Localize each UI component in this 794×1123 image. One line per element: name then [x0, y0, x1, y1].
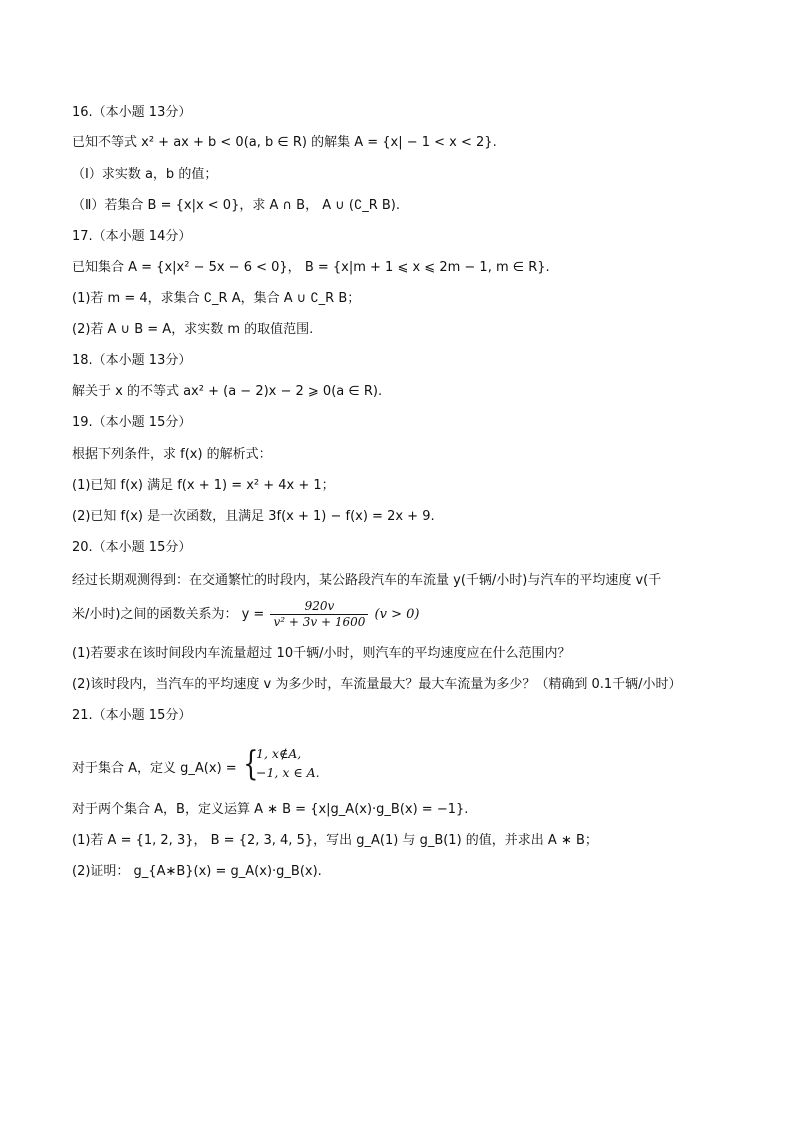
problem-20-stem-line-2 — [72, 598, 419, 632]
problem-19-part-1: (1)已知 f(x) 满足 f(x + 1) = x² + 4x + 1； — [72, 478, 335, 493]
problem-16-header: 16.（本小题 13分） — [72, 105, 192, 120]
problem-20-fraction — [270, 599, 368, 630]
problem-16-part-1: （Ⅰ）求实数 a，b 的值； — [72, 167, 218, 182]
problem-21-header: 21.（本小题 15分） — [72, 708, 192, 723]
fraction-numerator: 920v — [270, 599, 368, 615]
problem-19-part-2: (2)已知 f(x) 是一次函数，且满足 3f(x + 1) − f(x) = 2x + 9. — [72, 509, 435, 524]
problem-16-part-2: （Ⅱ）若集合 B = {x|x < 0}，求 A ∩ B， A ∪ (∁_R B). — [72, 198, 401, 213]
problem-17-part-1: (1)若 m = 4，求集合 ∁_R A，集合 A ∪ ∁_R B； — [72, 291, 361, 306]
problem-20-formula-prefix: 米/小时)之间的函数关系为： y = — [72, 607, 265, 622]
problem-18-stem: 解关于 x 的不等式 ax² + (a − 2)x − 2 ⩾ 0(a ∈ R). — [72, 384, 383, 399]
problem-17-header: 17.（本小题 14分） — [72, 229, 192, 244]
problem-16-stem: 已知不等式 x² + ax + b < 0(a, b ∈ R) 的解集 A = {x| − 1 < x < 2}. — [72, 135, 497, 150]
problem-20-part-1: (1)若要求在该时间段内车流量超过 10千辆/小时，则汽车的平均速度应在什么范围内？ — [72, 646, 571, 661]
problem-17-stem: 已知集合 A = {x|x² − 5x − 6 < 0}， B = {x|m + 1 ⩽ x ⩽ 2m − 1, m ∈ R}. — [72, 260, 550, 275]
case-1: 1, x∉A, — [256, 746, 302, 761]
case-2: −1, x ∈ A. — [256, 765, 320, 780]
definition-lead: 对于集合 A，定义 g_A(x) = — [72, 761, 237, 776]
fraction-denominator: v² + 3v + 1600 — [273, 615, 366, 629]
problem-19-header: 19.（本小题 15分） — [72, 415, 192, 430]
problem-21-part-2: (2)证明： g_{A∗B}(x) = g_A(x)·g_B(x). — [72, 864, 322, 879]
problem-20-header: 20.（本小题 15分） — [72, 540, 192, 555]
problem-20-part-2: (2)该时段内，当汽车的平均速度 v 为多少时，车流量最大？最大车流量为多少？（精确到 0.1千辆/小时） — [72, 677, 682, 692]
problem-21-stem-2: 对于两个集合 A，B，定义运算 A ∗ B = {x|g_A(x)·g_B(x) = −1}. — [72, 802, 469, 817]
problem-20-stem-line-1: 经过长期观测得到：在交通繁忙的时段内，某公路段汽车的车流量 y(千辆/小时)与汽车的平均速度 v(千 — [72, 573, 662, 588]
left-brace: { — [243, 744, 259, 784]
problem-17-part-2: (2)若 A ∪ B = A，求实数 m 的取值范围. — [72, 322, 314, 337]
problem-20-formula-suffix: (v > 0) — [374, 607, 420, 622]
problem-19-stem: 根据下列条件，求 f(x) 的解析式： — [72, 447, 272, 462]
problem-18-header: 18.（本小题 13分） — [72, 353, 192, 368]
problem-21-part-1: (1)若 A = {1, 2, 3}， B = {2, 3, 4, 5}，写出 g_A(1) 与 g_B(1) 的值，并求出 A ∗ B； — [72, 833, 598, 848]
